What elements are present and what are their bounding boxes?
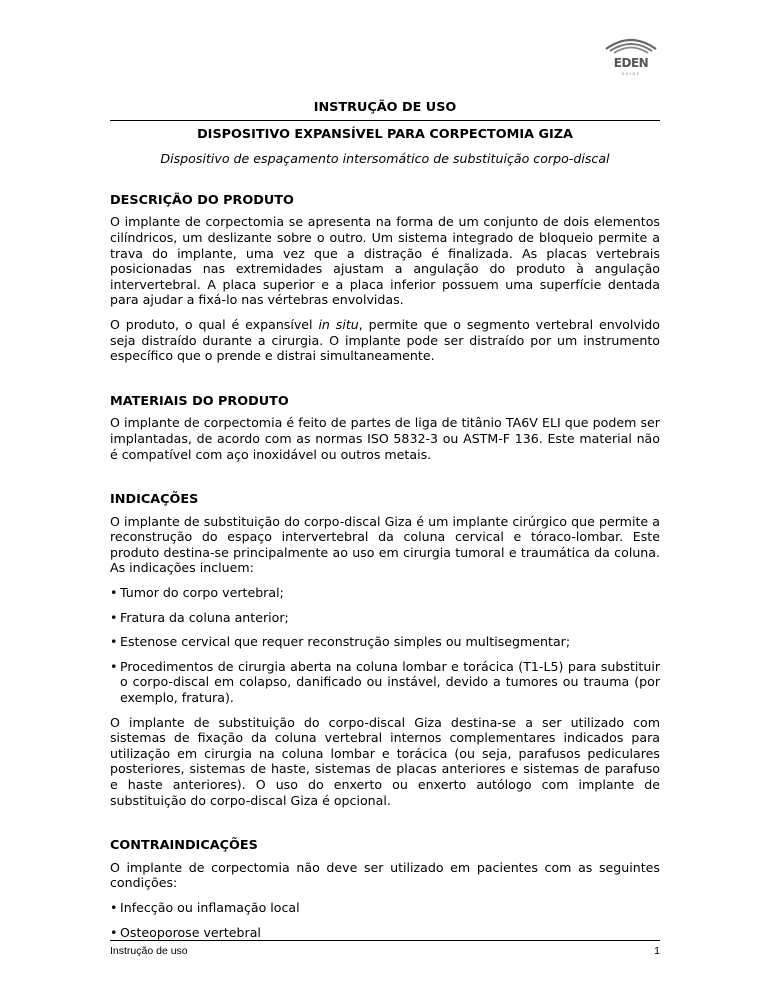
italic-term: in situ bbox=[318, 316, 359, 332]
section-contraindications bbox=[110, 838, 660, 940]
section-heading: MATERIAIS DO PRODUTO bbox=[110, 393, 289, 409]
section-paragraph: O implante de substituição do corpo-discal Giza destina-se a ser utilizado com sistemas de fixação da coluna vertebral internos complementares indicados para utilização em cirurgia na coluna lombar e torácica (ou seja, parafusos pediculares posteriores, sistemas de haste, sistemas de placas anteriores e sistemas de parafuso e haste anteriores). O uso do enxerto ou enxerto autólogo com implante de substituição do corpo-discal Giza é opcional. bbox=[110, 714, 660, 808]
indications-list bbox=[110, 585, 660, 706]
section-materials bbox=[110, 394, 660, 462]
section-paragraph: O implante de corpectomia é feito de partes de liga de titânio TA6V ELI que podem ser implantadas, de acordo com as normas ISO 5832-3 ou ASTM-F 136. Este material não é compatível com aço inoxidável ou outros metais. bbox=[110, 415, 660, 462]
section-paragraph: O implante de corpectomia se apresenta na forma de um conjunto de dois elementos cilíndricos, um deslizante sobre o outro. Um sistema integrado de bloqueio permite a trava do implante, uma vez que a distração é finalizada. As placas vertebrais posicionadas nas extremidades ajustam a angulação do produto à angulação intervertebral. A placa superior e a placa inferior possuem uma superfície dentada para ajudar a fixá-lo nas vértebras envolvidas. bbox=[110, 214, 660, 308]
document-body bbox=[110, 100, 660, 940]
section-heading: DESCRIÇÃO DO PRODUTO bbox=[110, 192, 294, 208]
list-item: • Fratura da coluna anterior; bbox=[110, 610, 660, 626]
svg-text:EDEN: EDEN bbox=[613, 56, 649, 70]
list-item: • Estenose cervical que requer reconstrução simples ou multisegmentar; bbox=[110, 634, 660, 650]
section-description bbox=[110, 193, 660, 364]
list-item: • Tumor do corpo vertebral; bbox=[110, 585, 660, 601]
section-paragraph: O implante de substituição do corpo-discal Giza é um implante cirúrgico que permite a reconstrução do espaço intervertebral da coluna cervical e tóraco-lombar. Este produto destina-se principalmente ao uso em cirurgia tumoral e traumática da coluna. As indicações incluem: bbox=[110, 513, 660, 576]
list-item: • Infecção ou inflamação local bbox=[110, 900, 660, 916]
section-paragraph: O implante de corpectomia não deve ser utilizado em pacientes com as seguintes condições: bbox=[110, 859, 660, 891]
document-subtitle: DISPOSITIVO EXPANSÍVEL PARA CORPECTOMIA GIZA bbox=[197, 126, 573, 142]
company-logo bbox=[600, 34, 662, 78]
section-paragraph: O produto, o qual é expansível in situ, permite que o segmento vertebral envolvido seja distraído durante a cirurgia. O implante pode ser distraído por um instrumento específico que o prende e distrai simultaneamente. bbox=[110, 316, 661, 364]
section-heading: CONTRAINDICAÇÕES bbox=[110, 838, 258, 854]
list-item: • Procedimentos de cirurgia aberta na coluna lombar e torácica (T1-L5) para substituir o corpo-discal em colapso, danificado ou instável, devido a tumores ou trauma (por exemplo, fratura). bbox=[110, 659, 660, 706]
document-tagline: Dispositivo de espaçamento intersomático de substituição corpo-discal bbox=[160, 151, 610, 167]
list-item: • Osteoporose vertebral bbox=[110, 925, 660, 941]
document-title: INSTRUÇÃO DE USO bbox=[313, 100, 457, 115]
footer-label: Instrução de uso bbox=[110, 945, 188, 957]
page-number: 1 bbox=[654, 945, 660, 957]
section-indications bbox=[110, 492, 660, 808]
svg-text:GUIDE: GUIDE bbox=[621, 72, 641, 76]
contraindications-list bbox=[110, 900, 660, 940]
section-heading: INDICAÇÕES bbox=[110, 492, 199, 508]
page-footer bbox=[110, 940, 660, 957]
title-divider bbox=[110, 120, 660, 121]
